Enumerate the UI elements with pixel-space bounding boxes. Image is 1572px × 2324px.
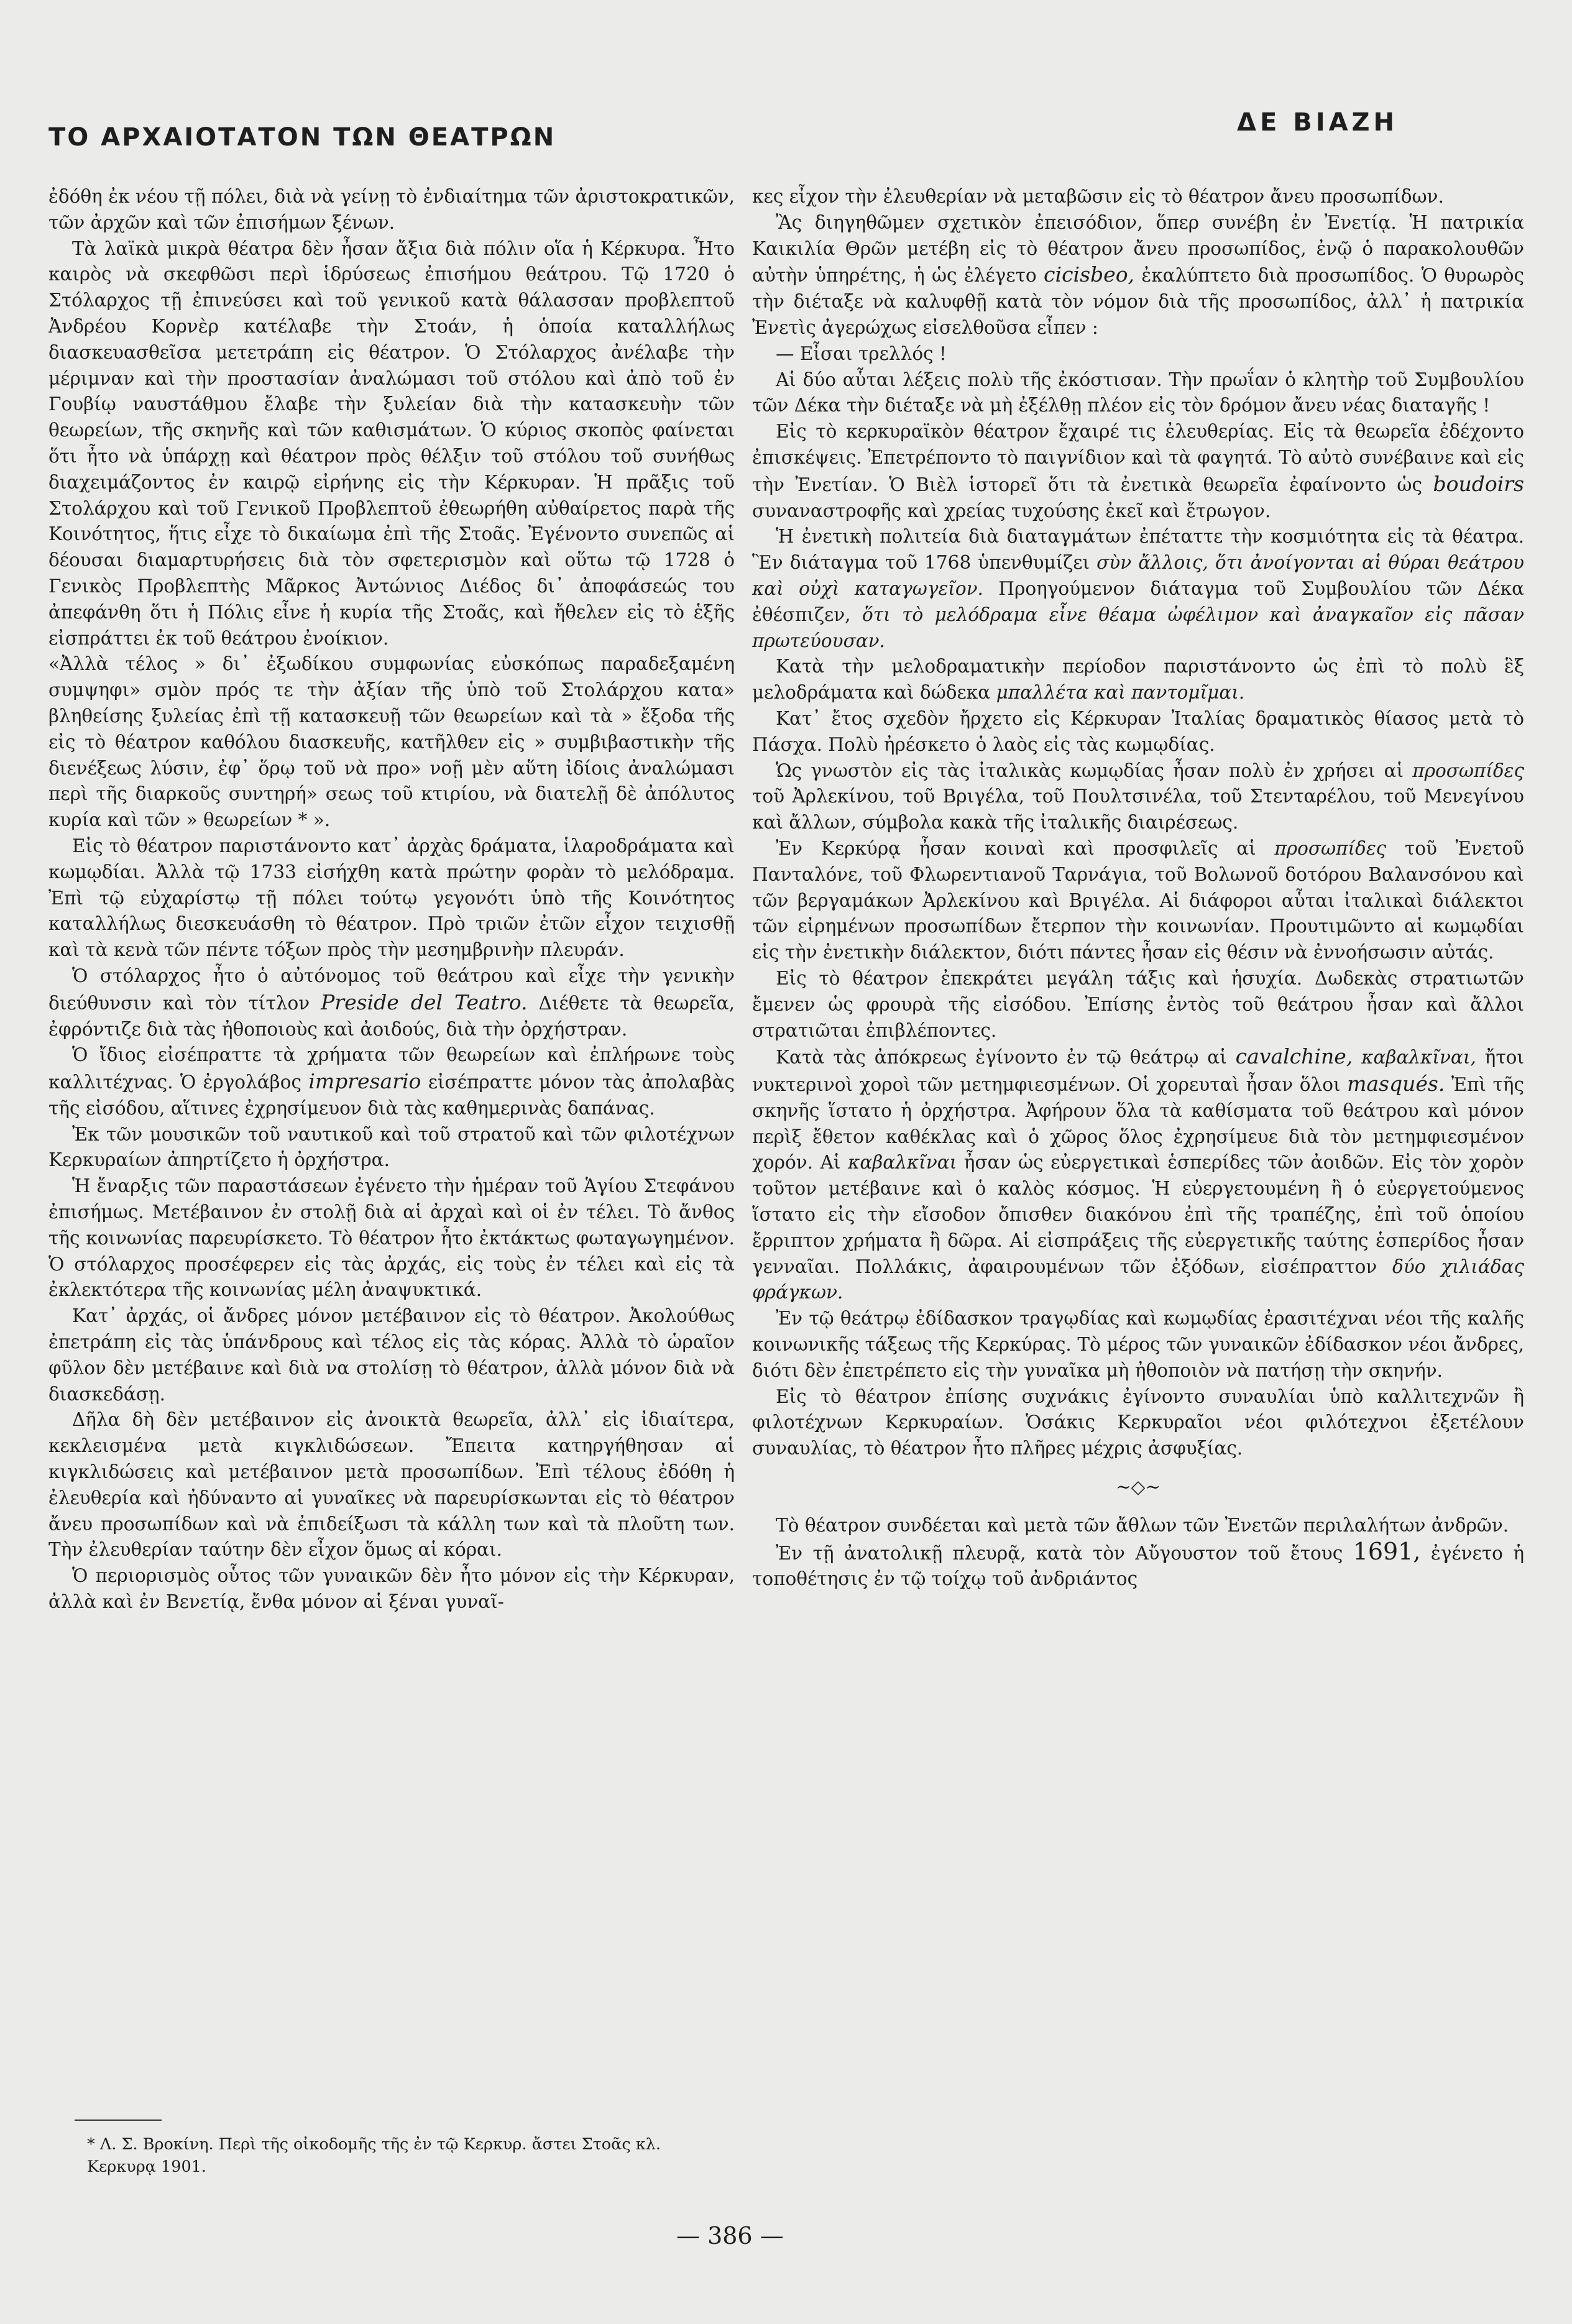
running-title: ΤΟ ΑΡΧΑΙΟΤΑΤΟΝ ΤΩΝ ΘΕΑΤΡΩΝ: [48, 123, 556, 152]
paragraph: ἐδόθη ἐκ νέου τῇ πόλει, διὰ νὰ γείνῃ τὸ ἐνδιαίτημα τῶν ἀριστοκρατικῶν, τῶν ἀρχῶν καὶ τῶν ἐπισήμων ξένων.: [48, 186, 735, 233]
paragraph: Ἐκ τῶν μουσικῶν τοῦ ναυτικοῦ καὶ τοῦ στρατοῦ καὶ τῶν φιλοτέχνων Κερκυραίων ἀπηρτίζετο ἡ ὀρχήστρα.: [48, 1123, 735, 1171]
paragraph: Δῆλα δὴ δὲν μετέβαινον εἰς ἀνοικτὰ θεωρεῖα, ἀλλ᾽ εἰς ἰδιαίτερα, κεκλεισμένα μετὰ κιγκλιδώσεων. Ἔπειτα κατηργήθησαν αἱ κιγκλιδώσεις καὶ μετέβαινον μετὰ προσωπίδων. Ἐπὶ τέλους ἐδόθη ἡ ἐλευθερία καὶ ἠδύναντο αἱ γυναῖκες νὰ παρευρίσκωνται εἰς τὸ θέατρον ἄνευ προσωπίδων καὶ νὰ ἐπιδείξωσι τὰ κάλλη των καὶ τὰ πλοῦτη των. Τὴν ἐλευθερίαν ταύτην δὲν εἶχον ὅμως αἱ κόραι.: [48, 1409, 735, 1561]
emphasis: μπαλλέτα καὶ παντομῖμαι.: [996, 682, 1245, 704]
emphasis: προσωπίδες: [1274, 837, 1387, 859]
emphasis: ὅτι τὸ μελόδραμα εἶνε θέαμα ὠφέλιμον καὶ ἀναγκαῖον εἰς πᾶσαν πρωτεύουσαν.: [752, 604, 1524, 651]
left-column: [48, 184, 735, 2300]
quoted-decision: «Ἀλλὰ τέλος » δι᾽ ἐξωδίκου συμφωνίας εὐσκόπως παραδεξαμένη συμψηφι» σμὸν πρός τε τὴν ἀξίαν τῆς ὑπὸ τοῦ Στολάρχου κατα» βληθείσης ξυλείας ἐπὶ τῇ κατασκευῇ τῶν θεωρείων καὶ τὰ » ἔξοδα τῆς εἰς τὸ θέατρον καθόλου διασκευῆς, κατῆλθεν εἰς » συμβιβαστικὴν τῆς διενέξεως λύσιν, ἐφ᾽ ὅρῳ τοῦ νὰ προ» νοῇ μὲν αὕτη ἰδίοις ἀναλώμασι περὶ τῆς διαρκοῦς συντηρή» σεως τοῦ κτιρίου, νὰ διατελῇ δὲ ἀπόλυτος κυρία καὶ τῶν » θεωρείων * ».: [48, 653, 735, 831]
latin-term: impresario: [308, 1069, 421, 1094]
emphasis: σὺν ἄλλοις, ὅτι ἀνοίγονται αἱ θύραι θεάτρου καὶ οὐχὶ καταγωγεῖον.: [752, 552, 1524, 599]
paragraph: Ἐν τῇ ἀνατολικῇ πλευρᾷ, κατὰ τὸν Αὔγουστον τοῦ ἔτους 1691, ἐγένετο ἡ τοποθέτησις ἐν τῷ τοίχῳ τοῦ ἀνδριάντος: [752, 1537, 1524, 1590]
emphasis: καβαλκῖναι,: [1361, 1047, 1476, 1068]
latin-term: boudoirs: [1433, 471, 1524, 496]
paragraph: Εἰς τὸ θέατρον ἐπίσης συχνάκις ἐγίνοντο συναυλίαι ὑπὸ καλλιτεχνῶν ἢ φιλοτέχνων Κερκυραίων. Ὁσάκις Κερκυραῖοι νέοι φιλότεχνοι ἐξετέλουν συναυλίας, τὸ θέατρον ἦτο πλῆρες μέχρις ἀσφυξίας.: [752, 1385, 1524, 1459]
paragraph: Κατ᾽ ἔτος σχεδὸν ἤρχετο εἰς Κέρκυραν Ἰταλίας δραματικὸς θίασος μετὰ τὸ Πάσχα. Πολὺ ἠρέσκετο ὁ λαὸς εἰς τὰς κωμῳδίας.: [752, 707, 1524, 755]
emphasis: καβαλκῖναι: [847, 1152, 957, 1173]
paragraph: Εἰς τὸ κερκυραϊκὸν θέατρον ἔχαιρέ τις ἐλευθερίας. Εἰς τὰ θεωρεῖα ἐδέχοντο ἐπισκέψεις. Ἐπετρέποντο τὸ παιγνίδιον καὶ τὰ φαγητά. Τὸ αὐτὸ συνέβαινε καὶ εἰς τὴν Ἐνετίαν. Ὁ Βιὲλ ἱστορεῖ ὅτι τὰ ἐνετικὰ θεωρεῖα ἐφαίνοντο ὡς boudoirs συναναστροφῆς καὶ χρείας τυχούσης ἐκεῖ καὶ ἔτρωγον.: [752, 421, 1524, 521]
footnote: * Λ. Σ. Βροκίνη. Περὶ τῆς οἰκοδομῆς τῆς ἐν τῷ Κερκυρ. ἄστει Στοᾶς κλ. Κερκυρᾳ 1901.: [87, 2135, 661, 2176]
paragraph: Ἡ ἔναρξις τῶν παραστάσεων ἐγένετο τὴν ἡμέραν τοῦ Ἁγίου Στεφάνου ἐπισήμως. Μετέβαινον ἐν στολῇ διὰ αἱ ἀρχαὶ καὶ οἱ ἐν τέλει. Τὸ ἄνθος τῆς κοινωνίας παρευρίσκετο. Τὸ θέατρον ἦτο ἐκτάκτως φωταγωγημένον. Ὁ στόλαρχος προσέφερεν εἰς τὰς ἀρχάς, εἰς τοὺς ἐν τέλει καὶ εἰς τὰ ἐκλεκτότερα τῆς κοινωνίας μέλη ἀναψυκτικά.: [48, 1175, 735, 1301]
paragraph: Ἂς διηγηθῶμεν σχετικὸν ἐπεισόδιον, ὅπερ συνέβη ἐν Ἐνετίᾳ. Ἡ πατρικία Καικιλία Θρῶν μετέβη εἰς τὸ θέατρον ἄνευ προσωπίδος, ἐνῷ ὁ παρακολουθῶν αὐτὴν ὑπηρέτης, ἡ ὡς ἐλέγετο cicisbeo, ἐκαλύπτετο διὰ προσωπίδος. Ὁ θυρωρὸς τὴν διέταξε νὰ καλυφθῇ κατὰ τὸν νόμον διὰ τῆς προσωπίδος, ἀλλ᾽ ἡ πατρικία Ἐνετὶς ἀγερώχως εἰσελθοῦσα εἶπεν :: [752, 211, 1524, 338]
author-name: ΔΕ ΒΙΑΖΗ: [1237, 108, 1399, 137]
paragraph: Εἰς τὸ θέατρον ἐπεκράτει μεγάλη τάξις καὶ ἡσυχία. Δωδεκὰς στρατιωτῶν ἔμενεν ὡς φρουρὰ τῆς εἰσόδου. Ἐπίσης ἐντὸς τοῦ θεάτρου ἦσαν καὶ ἄλλοι στρατιῶται ἐπιβλέποντες.: [752, 967, 1524, 1041]
paragraph: Ἐν τῷ θεάτρῳ ἐδίδασκον τραγῳδίας καὶ κωμῳδίας ἐρασιτέχναι νέοι τῆς καλῆς κοινωνικῆς τάξεως τῆς Κερκύρας. Τὸ μέρος τῶν γυναικῶν ἐδίδασκον νέοι ἄνδρες, διότι δὲν ἐπετρέπετο εἰς τὴν γυναῖκα μὴ ἠθοποιὸν νὰ πατήσῃ τὴν σκηνήν.: [752, 1308, 1524, 1381]
latin-term: cavalchine,: [1235, 1044, 1353, 1069]
paragraph: Ὁ στόλαρχος ἦτο ὁ αὐτόνομος τοῦ θεάτρου καὶ εἶχε τὴν γενικὴν διεύθυνσιν καὶ τὸν τίτλον Preside del Teatro. Διέθετε τὰ θεωρεῖα, ἐφρόντιζε διὰ τὰς ἠθοποιοὺς καὶ ἀοιδούς, διὰ τὴν ὀρχήστραν.: [48, 965, 735, 1040]
page-number: — 386 —: [676, 2222, 784, 2249]
emphasis: προσωπίδες: [1412, 760, 1524, 781]
paragraph: Ὁ ἴδιος εἰσέπραττε τὰ χρήματα τῶν θεωρείων καὶ ἐπλήρωνε τοὺς καλλιτέχνας. Ὁ ἐργολάβος impresario εἰσέπραττε μόνον τὰς ἀπολαβὰς τῆς εἰσόδου, αἵτινες ἐχρησίμευον διὰ τὰς καθημερινὰς δαπάνας.: [48, 1044, 735, 1119]
paragraph: Τὰ λαϊκὰ μικρὰ θέατρα δὲν ἦσαν ἄξια διὰ πόλιν οἵα ἡ Κέρκυρα. Ἦτο καιρὸς νὰ σκεφθῶσι περὶ ἱδρύσεως ἐπισήμου θεάτρου. Τῷ 1720 ὁ Στόλαρχος τῇ ἐπινεύσει καὶ τοῦ γενικοῦ κατὰ θάλασσαν προβλεπτοῦ Ἀνδρέου Κορνὲρ κατέλαβε τὴν Στοάν, ἡ ὁποία καταλλήλως διασκευασθεῖσα μετετράπη εἰς θέατρον. Ὁ Στόλαρχος ἀνέλαβε τὴν μέριμναν καὶ τὴν προστασίαν ἀναλώμασι τοῦ στόλου καὶ ἀπὸ τοῦ ἐν Γουβίῳ ναυστάθμου ἔλαβε τὴν ξυλείαν διὰ τὴν κατασκευὴν τῶν θεωρείων, τῆς σκηνῆς καὶ τῶν καθισμάτων. Ὁ κύριος σκοπὸς φαίνεται ὅτι ἦτο νὰ ὑπάρχῃ καὶ θέατρον πρὸς θέλξιν τοῦ στόλου τοῦ συνήθως διαχειμάζοντος ἐν καιρῷ εἰρήνης εἰς τὴν Κέρκυραν. Ἡ πρᾶξις τοῦ Στολάρχου καὶ τοῦ Γενικοῦ Προβλεπτοῦ ἐθεωρήθη αὐθαίρετος παρὰ τῆς Κοινότητος, ἥτις εἶχε τὸ δικαίωμα ἐπὶ τῆς Στοᾶς. Ἐγένοντο συνεπῶς αἱ δέουσαι διαμαρτυρήσεις διὰ τὸν σφετερισμὸν καὶ οὕτω τῷ 1728 ὁ Γενικὸς Προβλεπτὴς Μᾶρκος Ἀντώνιος Διέδος δι᾽ ἀποφάσεώς του ἀπεφάνθη ὅτι ἡ Πόλις εἶνε ἡ κυρία τῆς Στοᾶς, καὶ ἤθελεν εἰς τὸ ἑξῆς εἰσπράττει ἐκ τοῦ θεάτρου ἐνοίκιον.: [48, 237, 735, 649]
paragraph: κες εἶχον τὴν ἐλευθερίαν νὰ μεταβῶσιν εἰς τὸ θέατρον ἄνευ προσωπίδων.: [752, 186, 1444, 207]
paragraph: Ἐν Κερκύρᾳ ἦσαν κοιναὶ καὶ προσφιλεῖς αἱ προσωπίδες τοῦ Ἐνετοῦ Πανταλόνε, τοῦ Φλωρεντιανοῦ Ταρνάγια, τοῦ Βολωνοῦ δοτόρου Βαλανσόνου καὶ τῶν βεργαμάκων Ἀρλεκίνου καὶ Βριγέλα. Αἱ διάφοροι αὗται ἰταλικαὶ διάλεκτοι τῶν εἰρημένων προσωπίδων ἔτερπον τὴν κοινωνίαν. Προυτιμῶντο αἱ κωμῳδίαι εἰς τὴν ἐνετικὴν διάλεκτον, διότι πάντες ἦσαν εἰς θέσιν νὰ ἐννοήσωσιν αὐτάς.: [752, 837, 1524, 963]
paragraph: Ὡς γνωστὸν εἰς τὰς ἰταλικὰς κωμῳδίας ἦσαν πολὺ ἐν χρήσει αἱ προσωπίδες τοῦ Ἀρλεκίνου, τοῦ Βριγέλα, τοῦ Πουλτσινέλα, τοῦ Στενταρέλου, τοῦ Μενεγίνου καὶ ἄλλων, σύμβολα κακὰ τῆς ἰταλικῆς διαιρέσεως.: [752, 760, 1524, 834]
paragraph: Εἰς τὸ θέατρον παριστάνοντο κατ᾽ ἀρχὰς δράματα, ἱλαροδράματα καὶ κωμῳδίαι. Ἀλλὰ τῷ 1733 εἰσήχθη κατὰ πρώτην φορὰν τὸ μελόδραμα. Ἐπὶ τῷ εὐχαρίστῳ τῇ πόλει τούτῳ γεγονότι ὑπὸ τῆς Κοινότητος καταλλήλως διεσκευάσθη τὸ θέατρον. Πρὸ τριῶν ἐτῶν εἶχον τειχισθῇ καὶ τὰ κενὰ τῶν πέντε τόξων πρὸς τὴν μεσημβρινὴν πλευράν.: [48, 835, 735, 961]
paragraph: Τὸ θέατρον συνδέεται καὶ μετὰ τῶν ἄθλων τῶν Ἐνετῶν περιλαλήτων ἀνδρῶν.: [776, 1514, 1509, 1536]
year: 1691,: [1353, 1537, 1421, 1565]
latin-term: Preside del Teatro.: [321, 990, 528, 1014]
footnote-divider: [75, 2120, 162, 2121]
paragraph: Ὁ περιορισμὸς οὗτος τῶν γυναικῶν δὲν ἦτο μόνον εἰς τὴν Κέρκυραν, ἀλλὰ καὶ ἐν Βενετίᾳ, ἔνθα μόνον αἱ ξέναι γυναῖ-: [48, 1565, 735, 1613]
paragraph: Κατὰ τὰς ἀπόκρεως ἐγίνοντο ἐν τῷ θεάτρῳ αἱ cavalchine, καβαλκῖναι, ἤτοι νυκτερινοὶ χοροὶ τῶν μετημφιεσμένων. Οἱ χορευταὶ ἦσαν ὅλοι masqués. Ἐπὶ τῆς σκηνῆς ἵστατο ἡ ὀρχήστρα. Ἀφήρουν ὅλα τὰ καθίσματα τοῦ θεάτρου καὶ μόνον περὶξ ἔθετον καθέκλας καὶ ὁ χῶρος ὅλος ἐχρησίμευε διὰ τὸν μετημφιεσμένον χορόν. Αἱ καβαλκῖναι ἦσαν ὡς εὐεργετικαὶ ἑσπερίδες τῶν ἀοιδῶν. Εἰς τὸν χορὸν τοῦτον μετέβαινε καὶ ὁ καλὸς κόσμος. Ἡ εὐεργετουμένη ἢ ὁ εὐεργετούμενος ἵστατο εἰς τὴν εἴσοδον ὄπισθεν διακόνου ἐπὶ τῆς τραπέζης, ἐπὶ τοῦ ὁποίου ἔρριπτον χρήματα ἢ δῶρα. Αἱ εἰσπράξεις τῆς εὐεργετικῆς ταύτης ἑσπερίδος ἦσαν γενναῖαι. Πολλάκις, ἀφαιρουμένων τῶν ἐξόδων, εἰσέπραττον δύο χιλιάδας φράγκων.: [752, 1044, 1524, 1303]
right-column: [752, 184, 1524, 2300]
section-ornament: ~◇~: [1115, 1476, 1161, 1498]
paragraph: Κατ᾽ ἀρχάς, οἱ ἄνδρες μόνον μετέβαινον εἰς τὸ θέατρον. Ἀκολούθως ἐπετράπη εἰς τὰς ὑπάνδρους καὶ τέλος εἰς τὰς κόρας. Ἀλλὰ τὸ ὡραῖον φῦλον δὲν μετέβαινε καὶ διὰ να στολίσῃ τὸ θέατρον, ἀλλὰ μόνον διὰ νὰ διασκεδάσῃ.: [48, 1305, 735, 1405]
latin-term: masqués.: [1347, 1072, 1445, 1096]
paragraph: Αἱ δύο αὗται λέξεις πολὺ τῆς ἐκόστισαν. Τὴν πρωΐαν ὁ κλητὴρ τοῦ Συμβουλίου τῶν Δέκα τὴν διέταξε νὰ μὴ ἐξέλθῃ πλέον εἰς τὸν δρόμον ἄνευ νέας διαταγῆς !: [752, 369, 1524, 416]
paragraph: Ἡ ἐνετικὴ πολιτεία διὰ διαταγμάτων ἐπέταττε τὴν κοσμιότητα εἰς τὰ θέατρα. Ἓν διάταγμα τοῦ 1768 ὑπενθυμίζει σὺν ἄλλοις, ὅτι ἀνοίγονται αἱ θύραι θεάτρου καὶ οὐχὶ καταγωγεῖον. Προηγούμενον διάταγμα τοῦ Συμβουλίου τῶν Δέκα ἐθέσπιζεν, ὅτι τὸ μελόδραμα εἶνε θέαμα ὠφέλιμον καὶ ἀναγκαῖον εἰς πᾶσαν πρωτεύουσαν.: [752, 526, 1524, 651]
latin-term: cicisbeo,: [1044, 262, 1135, 287]
paragraph: Κατὰ τὴν μελοδραματικὴν περίοδον παριστάνοντο ὡς ἐπὶ τὸ πολὺ ἓξ μελοδράματα καὶ δώδεκα μπαλλέτα καὶ παντομῖμαι.: [752, 656, 1524, 704]
dialogue-line: — Εἶσαι τρελλός !: [776, 342, 947, 364]
emphasis: δύο χιλιάδας φράγκων.: [752, 1256, 1524, 1303]
